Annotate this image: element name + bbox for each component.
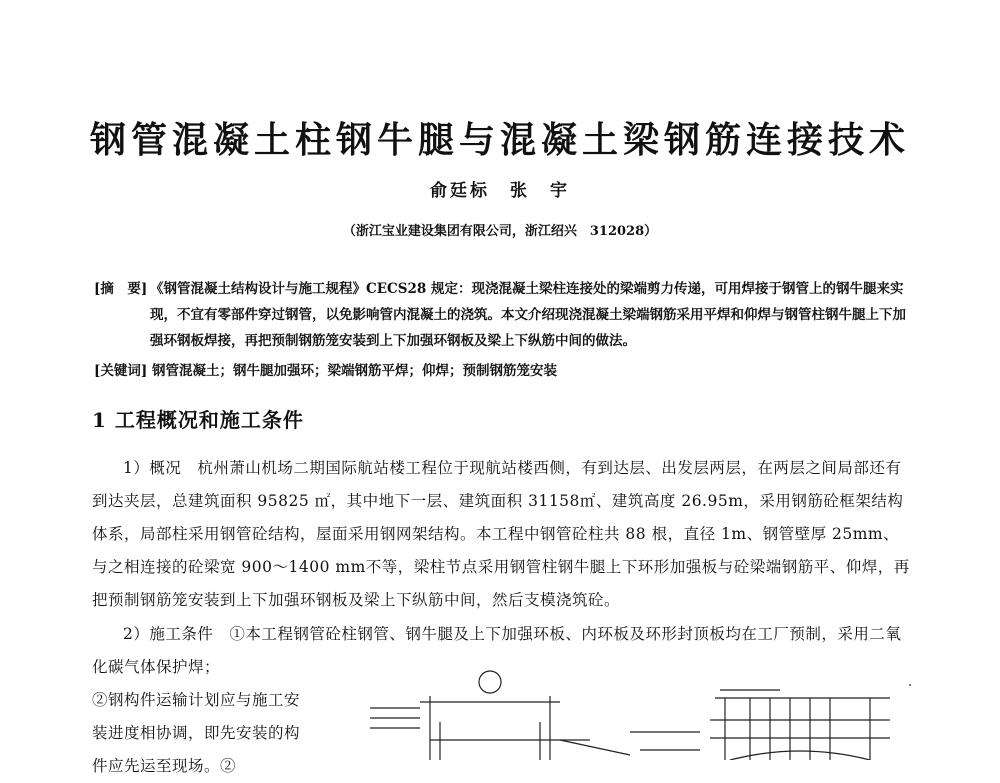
abstract-label: [摘 要]: [94, 281, 148, 297]
paper-affiliation: （浙江宝业建设集团有限公司，浙江绍兴 312028）: [342, 224, 658, 239]
column-section-circle: [479, 671, 501, 693]
paragraph-conditions-continued: ②钢构件运输计划应与施工安装进度相协调，即先安装的构件应先运至现场。②: [92, 691, 301, 775]
abstract-text: 《钢管混凝土结构设计与施工规程》CECS28 规定：现浇混凝土梁柱连接处的梁端剪力传递，可用焊接于钢管上的钢牛腿来实现，不宜有零部件穿过钢管，以免影响管内混凝土的浇筑。本文介绍现浇混凝土梁端钢筋采用平焊和仰焊与钢管柱钢牛腿上下加强环钢板焊接，再把预制钢筋笼安装到上下加强环钢板及梁上下纵筋中间的做法。: [150, 281, 906, 349]
paragraph-overview: 1）概况 杭州萧山机场二期国际航站楼工程位于现航站楼西侧，有到达层、出发层两层，在两层之间局部还有到达夹层，总建筑面积 95825 ㎡，其中地下一层、建筑面积 31158㎡、建筑高度 26.95m，采用钢筋砼框架结构体系，局部柱采用钢管砼结构，屋面采用钢网架结构。本工程中钢管砼柱共 88 根，直径 1m、钢管壁厚 25mm、与之相连接的砼梁宽 900～1400 mm不等，梁柱节点采用钢管柱钢牛腿上下环形加强板与砼梁端钢筋平、仰焊，再把预制钢筋笼安装到上下加强环钢板及梁上下纵筋中间，然后支模浇筑砼。: [92, 459, 910, 609]
paragraph-conditions: 2）施工条件 ①本工程钢管砼柱钢管、钢牛腿及上下加强环板、内环板及环形封顶板均在工厂预制，采用二氧化碳气体保护焊；: [92, 625, 902, 676]
connection-detail-figure: [330, 660, 930, 760]
keywords-text: 钢管混凝土；钢牛腿加强环；梁端钢筋平焊；仰焊；预制钢筋笼安装: [151, 363, 557, 379]
paper-authors: 俞廷标 张 宇: [430, 181, 570, 201]
keywords-label: [关键词]: [94, 363, 148, 379]
section-heading: 1 工程概况和施工条件: [92, 408, 304, 432]
paper-title: 钢管混凝土柱钢牛腿与混凝土梁钢筋连接技术: [89, 119, 910, 161]
keywords: [94, 358, 914, 384]
